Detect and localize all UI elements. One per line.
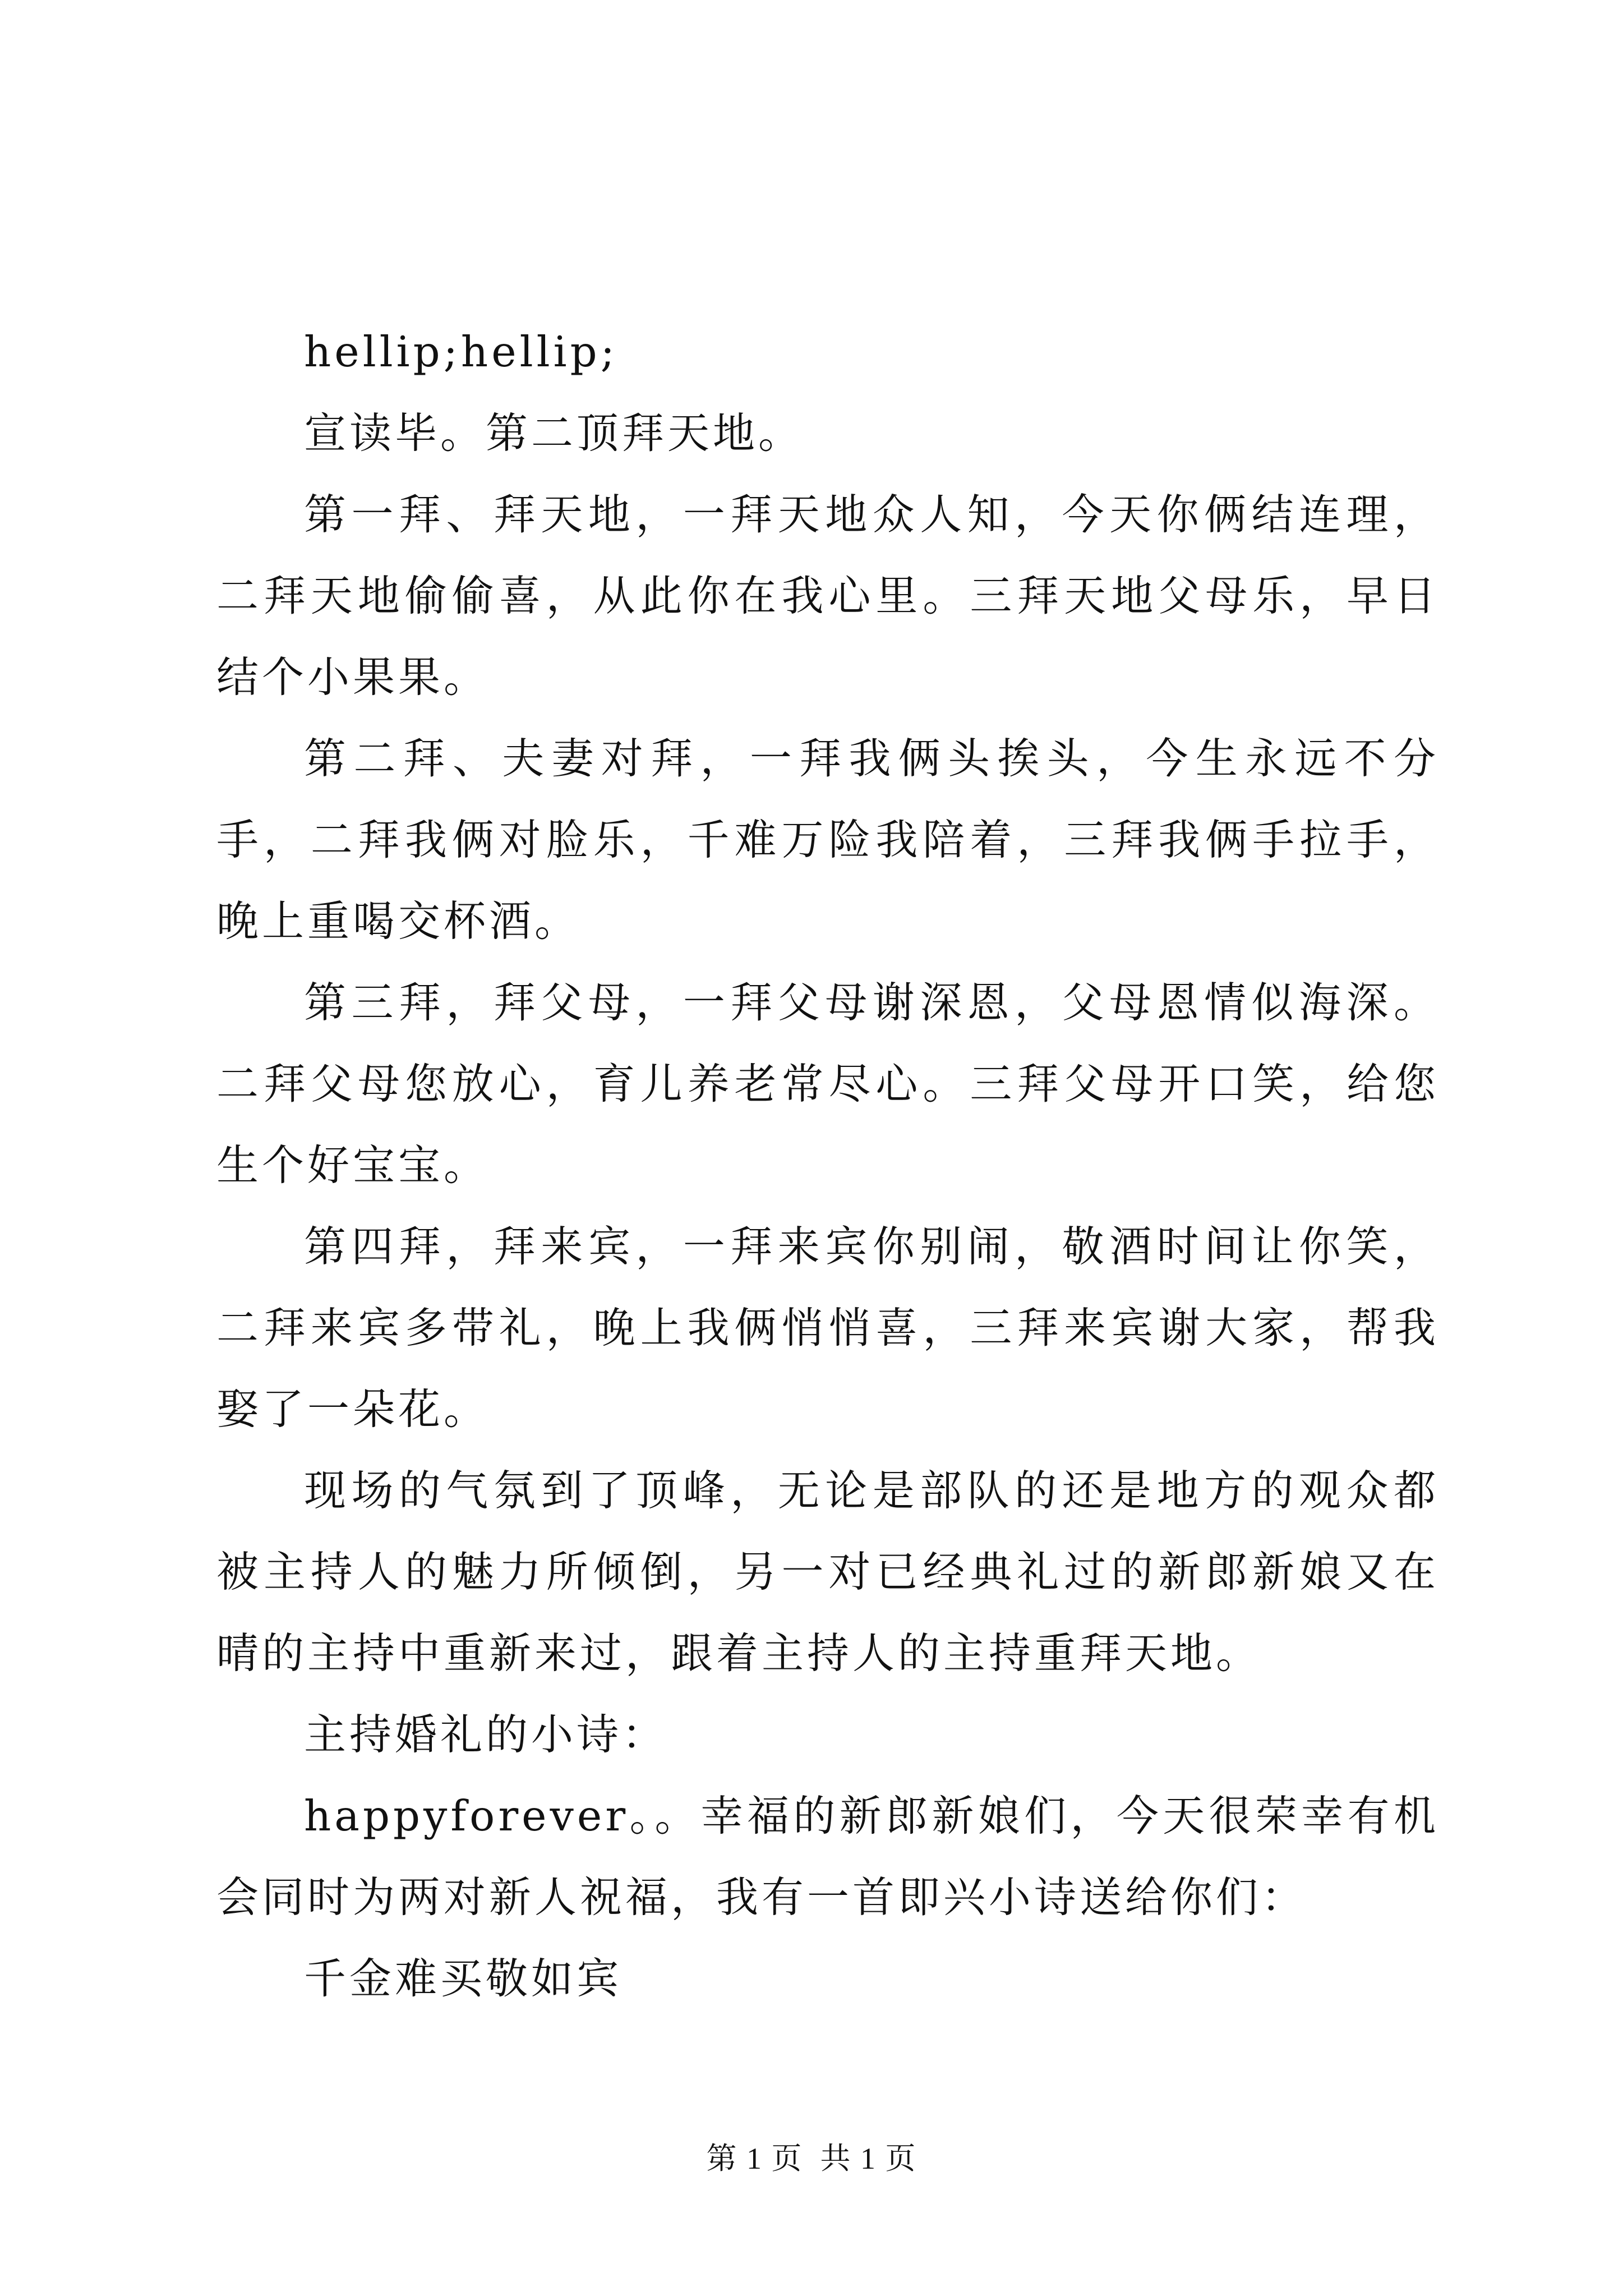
document-body bbox=[216, 311, 1439, 2019]
paragraph-5: 第三拜，拜父母，一拜父母谢深恩，父母恩情似海深。二拜父母您放心，育儿养老常尽心。三拜父母开口笑，给您生个好宝宝。 bbox=[216, 978, 1439, 1190]
paragraph-4: 第二拜、夫妻对拜，一拜我俩头挨头，今生永远不分手，二拜我俩对脸乐，千难万险我陪着，三拜我俩手拉手，晚上重喝交杯酒。 bbox=[216, 734, 1439, 946]
paragraph-2: 宣读毕。第二顶拜天地。 bbox=[304, 408, 804, 458]
paragraph-8: 主持婚礼的小诗： bbox=[304, 1710, 668, 1759]
paragraph-10: 千金难买敬如宾 bbox=[304, 1954, 623, 2003]
paragraph-9: happyforever。。幸福的新郎新娘们，今天很荣幸有机会同时为两对新人祝福，我有一首即兴小诗送给你们： bbox=[216, 1791, 1439, 1922]
page-number-label: 第 1 页 共 1 页 bbox=[706, 2142, 917, 2175]
paragraph-6: 第四拜，拜来宾，一拜来宾你别闹，敬酒时间让你笑，二拜来宾多带礼，晚上我俩悄悄喜，三拜来宾谢大家，帮我娶了一朵花。 bbox=[216, 1222, 1439, 1434]
paragraph-1: hellip;hellip; bbox=[304, 327, 618, 376]
paragraph-7: 现场的气氛到了顶峰，无论是部队的还是地方的观众都被主持人的魅力所倾倒，另一对已经典礼过的新郎新娘又在晴的主持中重新来过，跟着主持人的主持重拜天地。 bbox=[216, 1466, 1439, 1678]
page-footer bbox=[0, 2134, 1623, 2178]
paragraph-3: 第一拜、拜天地，一拜天地众人知，今天你俩结连理，二拜天地偷偷喜，从此你在我心里。三拜天地父母乐，早日结个小果果。 bbox=[216, 490, 1439, 702]
